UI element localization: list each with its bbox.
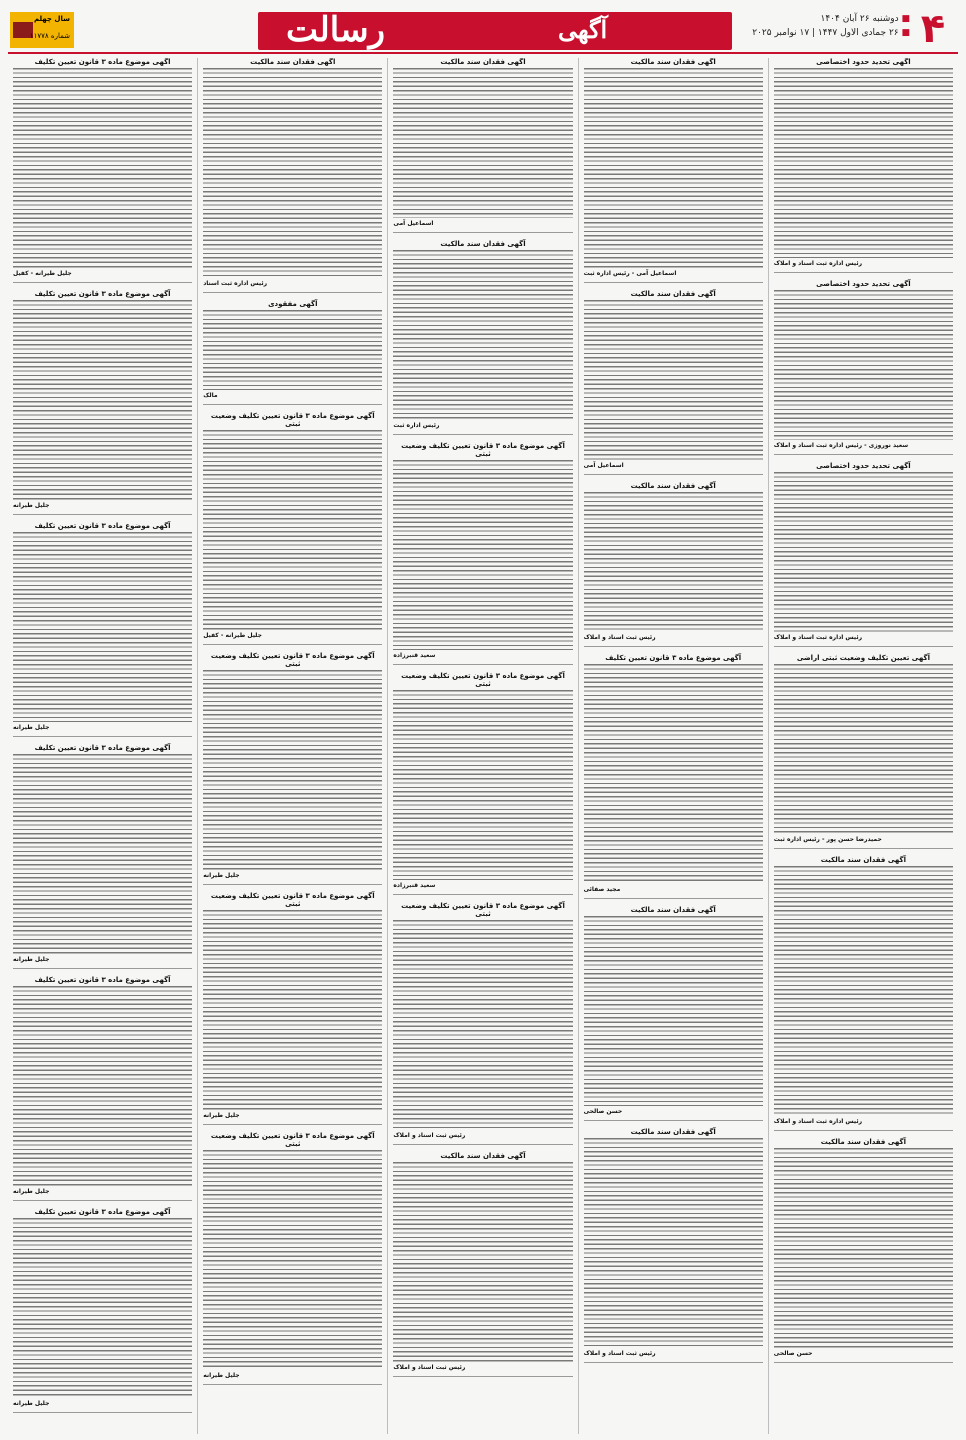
notice-title: آگهی موضوع ماده ۳ قانون تعیین تکلیف xyxy=(34,290,171,298)
notice xyxy=(203,58,382,293)
notice-title: آگهی موضوع ماده ۳ قانون تعیین تکلیف وضعیت ثبتی xyxy=(210,412,375,428)
notice-title: آگهی موضوع ماده ۳ قانون تعیین تکلیف وضعیت ثبتی xyxy=(401,902,565,918)
notice-body xyxy=(393,920,572,1130)
notice-body xyxy=(774,68,953,258)
date-line-1: ■ دوشنبه ۲۶ آبان ۱۴۰۴ xyxy=(820,14,910,24)
masthead xyxy=(8,6,958,54)
notice-title: آگهی فقدان سند مالکیت xyxy=(820,1138,907,1146)
notice-signature: رئیس اداره ثبت اسناد و املاک xyxy=(773,1118,863,1125)
column-1 xyxy=(768,58,958,1434)
notice-body xyxy=(393,68,572,218)
notice-title: آگهی فقدان سند مالکیت xyxy=(250,58,336,66)
notice-signature: مالک xyxy=(203,392,218,399)
notice-signature: اسماعیل آمی - رئیس اداره ثبت xyxy=(583,270,677,277)
notice-signature: سعید نوروزی - رئیس اداره ثبت اسناد و املاک xyxy=(773,442,909,449)
notice-title: آگهی فقدان سند مالکیت xyxy=(630,482,716,490)
notice-signature: جلیل طیرانه xyxy=(12,1400,50,1407)
notice-body xyxy=(774,290,953,440)
notice-signature: جلیل طیرانه xyxy=(12,724,50,731)
notice xyxy=(203,652,382,885)
notice-body xyxy=(13,1218,192,1398)
newspaper-logo: رسالت xyxy=(286,10,386,50)
notice-signature: جلیل طیرانه xyxy=(12,502,50,509)
notice-body xyxy=(203,310,382,390)
notice xyxy=(393,58,572,233)
notice-body xyxy=(774,1148,953,1348)
notice-title: آگهی موضوع ماده ۳ قانون تعیین تکلیف وضعیت ثبتی xyxy=(210,652,375,668)
notice xyxy=(393,442,572,665)
notice-title: آگهی فقدان سند مالکیت xyxy=(630,906,716,914)
notice-title: آگهی موضوع ماده ۳ قانون تعیین تکلیف xyxy=(34,58,171,66)
notice-body xyxy=(584,68,763,268)
notice xyxy=(203,300,382,405)
notice xyxy=(393,672,572,895)
notice-body xyxy=(393,460,572,650)
notice xyxy=(203,1132,382,1385)
notice xyxy=(13,290,192,515)
notice-body xyxy=(203,68,382,278)
notice-body xyxy=(13,986,192,1186)
notice xyxy=(13,522,192,737)
notice-body xyxy=(584,916,763,1106)
notice-title: آگهی موضوع ماده ۳ قانون تعیین تکلیف xyxy=(34,744,171,752)
notice-body xyxy=(393,690,572,880)
notice xyxy=(774,1138,953,1363)
notice-title: آگهی موضوع ماده ۳ قانون تعیین تکلیف وضعیت ثبتی xyxy=(210,892,375,908)
notice-title: آگهی موضوع ماده ۳ قانون تعیین تکلیف xyxy=(34,522,171,530)
notice-signature: سعید قنبرزاده xyxy=(393,652,436,659)
notice-title: آگهی موضوع ماده ۳ قانون تعیین تکلیف وضعیت ثبتی xyxy=(210,1132,375,1148)
notice-body xyxy=(584,300,763,460)
notice xyxy=(584,906,763,1121)
column-5 xyxy=(8,58,197,1434)
notice-body xyxy=(584,1138,763,1348)
notice-signature: رئیس اداره ثبت اسناد xyxy=(203,280,268,287)
notice-body xyxy=(203,430,382,630)
notice-title: آگهی فقدان سند مالکیت xyxy=(630,290,716,298)
notice-signature: جلیل طیرانه xyxy=(203,1112,240,1119)
notice-signature: جلیل طیرانه xyxy=(12,1188,50,1195)
notice xyxy=(584,1128,763,1363)
issue-label: شماره ۱۱۷۷۸ xyxy=(29,32,70,40)
ad-columns xyxy=(8,58,958,1434)
notice-signature: جلیل طیرانه xyxy=(203,872,240,879)
notice-title: آگهی فقدان سند مالکیت xyxy=(630,1128,716,1136)
notice-signature: اسماعیل آمی xyxy=(583,462,624,469)
notice xyxy=(393,240,572,435)
notice-signature: رئیس اداره ثبت xyxy=(393,422,440,429)
notice-body xyxy=(203,670,382,870)
notice xyxy=(584,654,763,899)
notice-body xyxy=(13,300,192,500)
notice xyxy=(584,482,763,647)
notice xyxy=(13,1208,192,1413)
notice-body xyxy=(393,250,572,420)
notice-title: آگهی تحدید حدود اختصاصی xyxy=(816,280,911,288)
notice-body xyxy=(774,664,953,834)
notice-signature: رئیس ثبت اسناد و املاک xyxy=(583,634,656,641)
notice-title: آگهی تحدید حدود اختصاصی xyxy=(816,462,911,470)
notice-body xyxy=(13,754,192,954)
notice-signature: سعید قنبرزاده xyxy=(393,882,436,889)
notice-body xyxy=(393,1162,572,1362)
notice-signature: رئیس اداره ثبت اسناد و املاک xyxy=(773,634,863,641)
notice xyxy=(393,1152,572,1377)
notice xyxy=(774,280,953,455)
date-block xyxy=(752,12,910,40)
notice xyxy=(393,902,572,1145)
notice-title: آگهی موضوع ماده ۳ قانون تعیین تکلیف xyxy=(34,1208,171,1216)
notice-title: آگهی فقدان سند مالکیت xyxy=(440,58,526,66)
notice xyxy=(774,856,953,1131)
notice-body xyxy=(13,68,192,268)
notice-body xyxy=(584,664,763,884)
notice-body xyxy=(203,1150,382,1370)
notice-title: آگهی تحدید حدود اختصاصی xyxy=(816,58,911,66)
notice-signature: رئیس ثبت اسناد و املاک xyxy=(583,1350,656,1357)
notice xyxy=(13,744,192,969)
notice-signature: جلیل طیرانه - کفیل xyxy=(12,270,72,277)
notice-body xyxy=(774,472,953,632)
column-2 xyxy=(578,58,768,1434)
notice-signature: رئیس ثبت اسناد و املاک xyxy=(393,1132,466,1139)
notice-signature: حسن صالحی xyxy=(583,1108,623,1115)
notice-title: آگهی فقدان سند مالکیت xyxy=(440,1152,526,1160)
notice-title: آگهی فقدان سند مالکیت xyxy=(440,240,526,248)
notice-signature: رئیس اداره ثبت اسناد و املاک xyxy=(773,260,863,267)
column-3 xyxy=(387,58,577,1434)
notice-body xyxy=(203,910,382,1110)
year-label: سال چهلم xyxy=(33,15,70,23)
notice xyxy=(203,892,382,1125)
notice-body xyxy=(584,492,763,632)
section-title: آگهی xyxy=(558,15,608,44)
notice-signature: اسماعیل آمی xyxy=(393,220,434,227)
bullet-icon: ■ xyxy=(901,14,910,24)
header-band xyxy=(258,12,732,50)
date-line-2: ■ ۲۶ جمادی الاول ۱۴۴۷ | ۱۷ نوامبر ۲۰۲۵ xyxy=(752,28,910,38)
notice xyxy=(774,462,953,647)
notice-title: آگهی موضوع ماده ۳ قانون تعیین تکلیف وضعیت ثبتی xyxy=(401,442,565,458)
notice xyxy=(203,412,382,645)
notice-title: آگهی فقدان سند مالکیت xyxy=(630,58,716,66)
notice xyxy=(13,976,192,1201)
notice xyxy=(13,58,192,283)
notice xyxy=(584,290,763,475)
notice-title: آگهی موضوع ماده ۳ قانون تعیین تکلیف وضعیت ثبتی xyxy=(401,672,565,688)
issue-badge xyxy=(10,12,74,48)
notice xyxy=(584,58,763,283)
column-4 xyxy=(197,58,387,1434)
notice xyxy=(774,58,953,273)
notice xyxy=(774,654,953,849)
notice-signature: جلیل طیرانه xyxy=(12,956,50,963)
notice-signature: مجید صفائی xyxy=(583,886,621,893)
notice-signature: جلیل طیرانه xyxy=(203,1372,240,1379)
notice-body xyxy=(774,866,953,1116)
notice-signature: رئیس ثبت اسناد و املاک xyxy=(393,1364,466,1371)
notice-title: آگهی مفقودی xyxy=(268,300,318,308)
notice-signature: حسن صالحی xyxy=(773,1350,813,1357)
notice-title: آگهی موضوع ماده ۳ قانون تعیین تکلیف xyxy=(605,654,742,662)
notice-title: آگهی تعیین تکلیف وضعیت ثبتی اراضی xyxy=(796,654,930,662)
notice-signature: حمیدرضا حسن پور - رئیس اداره ثبت xyxy=(773,836,882,843)
bullet-icon: ■ xyxy=(901,28,910,38)
notice-signature: جلیل طیرانه - کفیل xyxy=(203,632,262,639)
page-number: ۴ xyxy=(920,6,946,52)
notice-title: آگهی فقدان سند مالکیت xyxy=(820,856,907,864)
notice-title: آگهی موضوع ماده ۳ قانون تعیین تکلیف xyxy=(34,976,171,984)
notice-body xyxy=(13,532,192,722)
